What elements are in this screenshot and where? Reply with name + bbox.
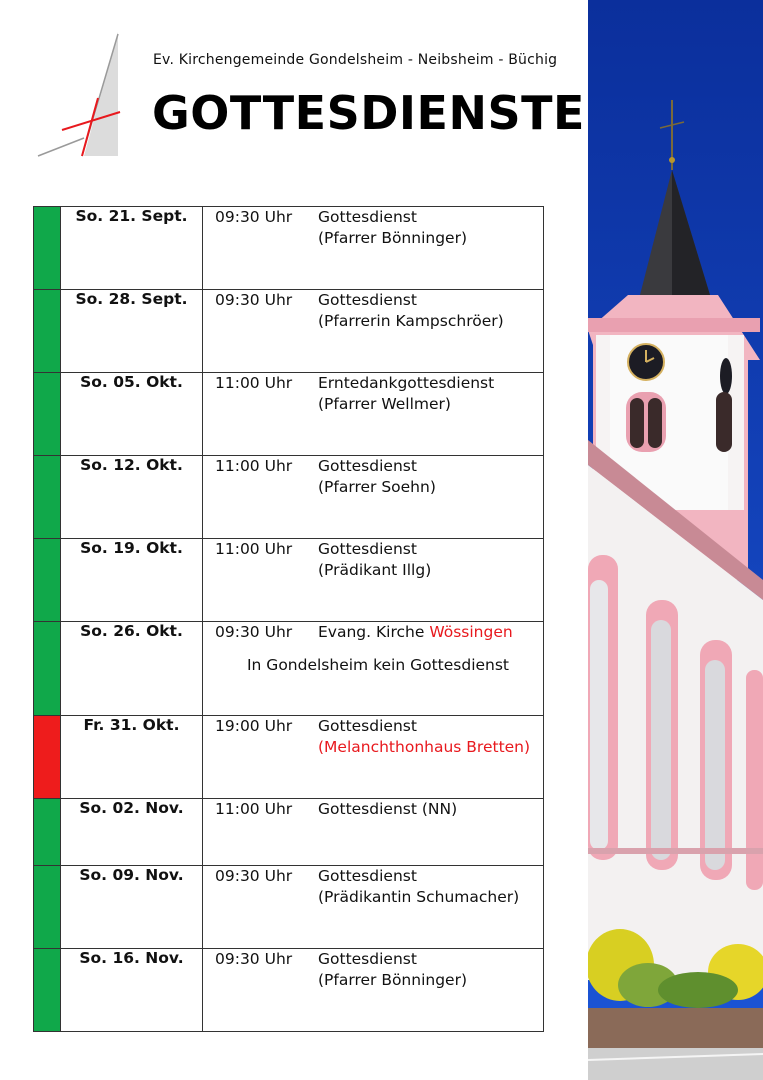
status-bar-green (34, 373, 61, 456)
service-time: 09:30 Uhr (215, 950, 293, 968)
service-schedule-table (33, 206, 544, 1032)
status-bar-red (34, 716, 61, 799)
service-location (318, 622, 513, 643)
service-officiant: (Pfarrer Bönninger) (318, 229, 468, 247)
service-time: 11:00 Uhr (215, 540, 293, 558)
service-officiant: (Pfarrer Bönninger) (318, 971, 468, 989)
status-bar-green (34, 539, 61, 622)
service-title: Gottesdienst (318, 950, 417, 968)
table-row (34, 622, 544, 716)
status-bar-green (34, 290, 61, 373)
church-photo (588, 0, 763, 1080)
service-date: So. 16. Nov. (61, 949, 203, 1032)
service-date: So. 12. Okt. (61, 456, 203, 539)
service-date: So. 26. Okt. (61, 622, 203, 716)
table-row (34, 866, 544, 949)
service-date: So. 02. Nov. (61, 799, 203, 866)
service-time: 09:30 Uhr (215, 291, 293, 309)
table-row (34, 456, 544, 539)
table-row (34, 949, 544, 1032)
service-title: Gottesdienst (318, 717, 417, 735)
service-officiant: (Prädikant Illg) (318, 561, 432, 579)
service-time: 11:00 Uhr (215, 800, 293, 818)
service-date: So. 09. Nov. (61, 866, 203, 949)
status-bar-green (34, 207, 61, 290)
table-row (34, 799, 544, 866)
service-title: Gottesdienst (318, 867, 417, 885)
service-officiant: (Pfarrer Wellmer) (318, 395, 451, 413)
status-bar-green (34, 456, 61, 539)
service-date: So. 19. Okt. (61, 539, 203, 622)
service-info (203, 866, 544, 949)
service-info (203, 799, 544, 866)
service-time: 19:00 Uhr (215, 717, 293, 735)
service-title: Gottesdienst (318, 457, 417, 475)
service-title: Gottesdienst (318, 540, 417, 558)
service-title: Gottesdienst (318, 208, 417, 226)
service-time: 09:30 Uhr (215, 208, 293, 226)
status-bar-green (34, 622, 61, 716)
service-info (203, 622, 544, 716)
service-date: So. 28. Sept. (61, 290, 203, 373)
service-info (203, 949, 544, 1032)
service-title: Gottesdienst (318, 291, 417, 309)
page-title: GOTTESDIENSTE (152, 86, 585, 140)
service-officiant: (Prädikantin Schumacher) (318, 888, 520, 906)
service-location-highlight: Wössingen (429, 623, 513, 641)
service-title: Evang. Kirche (318, 623, 425, 641)
service-location-highlight: (Melanchthonhaus Bretten) (318, 738, 531, 756)
service-date: So. 21. Sept. (61, 207, 203, 290)
service-time: 11:00 Uhr (215, 457, 293, 475)
service-title: Erntedankgottesdienst (318, 374, 495, 392)
organization-name: Ev. Kirchengemeinde Gondelsheim - Neibsheim - Büchig (153, 52, 558, 68)
service-title: Gottesdienst (NN) (318, 800, 458, 818)
service-info (203, 207, 544, 290)
service-info (203, 290, 544, 373)
table-row (34, 373, 544, 456)
service-officiant: (Pfarrerin Kampschröer) (318, 312, 504, 330)
status-bar-green (34, 799, 61, 866)
service-note: In Gondelsheim kein Gottesdienst (246, 656, 510, 674)
service-info (203, 456, 544, 539)
table-row (34, 539, 544, 622)
service-info (203, 716, 544, 799)
status-bar-green (34, 866, 61, 949)
service-info (203, 373, 544, 456)
table-row (34, 207, 544, 290)
table-row (34, 716, 544, 799)
service-officiant: (Pfarrer Soehn) (318, 478, 436, 496)
service-time: 11:00 Uhr (215, 374, 293, 392)
service-time: 09:30 Uhr (215, 623, 293, 641)
service-date: So. 05. Okt. (61, 373, 203, 456)
service-time: 09:30 Uhr (215, 867, 293, 885)
table-row (34, 290, 544, 373)
service-info (203, 539, 544, 622)
status-bar-green (34, 949, 61, 1032)
service-date: Fr. 31. Okt. (61, 716, 203, 799)
church-logo-icon (36, 32, 122, 160)
